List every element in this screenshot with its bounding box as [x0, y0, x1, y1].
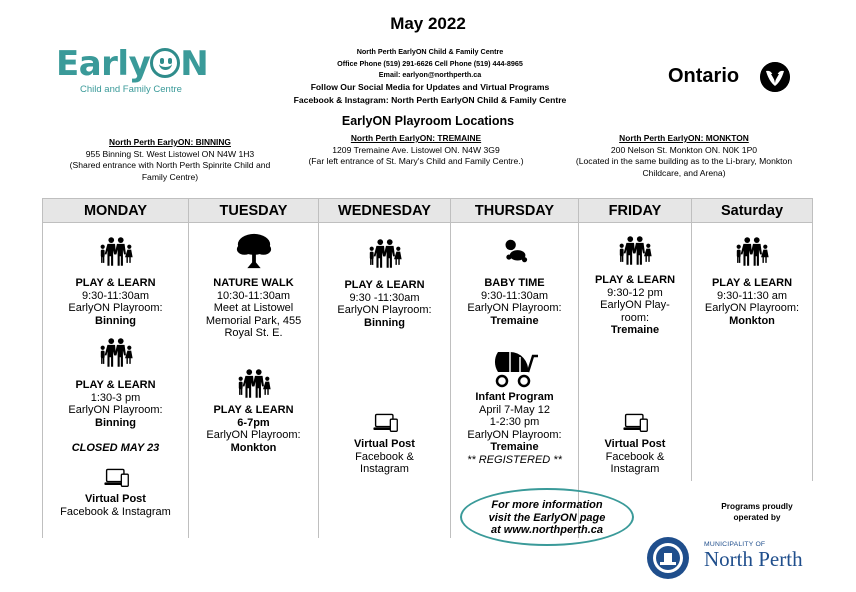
ontario-logo	[668, 62, 798, 92]
program-time: 1:30-3 pm	[90, 391, 141, 404]
smiley-face-icon	[150, 48, 180, 78]
program-title: NATURE WALK	[213, 277, 294, 289]
column-saturday	[691, 198, 813, 481]
program-time: 9:30-11:30am	[480, 289, 549, 302]
logo-wordmark	[56, 44, 208, 84]
program-time: 9:30-11:30am	[81, 289, 150, 302]
family-icon	[97, 337, 135, 368]
device-icon	[373, 413, 399, 434]
program-time: 1-2:30 pm	[489, 416, 540, 428]
column-tuesday	[188, 198, 318, 538]
family-icon	[235, 368, 273, 399]
program-room: EarlyON Playroom:	[337, 304, 432, 316]
baby-icon	[502, 238, 528, 264]
north-perth-logo	[704, 541, 834, 570]
page-title: May 2022	[390, 14, 466, 33]
municipality-name: North Perth	[704, 547, 803, 571]
ontario-wordmark: Ontario	[668, 65, 740, 87]
program-play-learn	[692, 277, 812, 327]
location-address: 955 Binning St. West Listowel ON N4W 1H3	[85, 148, 255, 159]
program-title: PLAY & LEARN	[594, 274, 676, 286]
program-room: EarlyON Playroom:	[206, 429, 301, 441]
program-room: EarlyON Playroom:	[68, 404, 163, 416]
trillium-icon	[760, 62, 790, 92]
program-room: EarlyON Playroom:	[704, 302, 800, 314]
program-title: PLAY & LEARN	[75, 277, 156, 289]
program-room: EarlyON Play-	[600, 299, 670, 311]
program-line: Royal St. E.	[224, 327, 283, 339]
program-room: room:	[620, 311, 650, 324]
program-location: Binning	[364, 316, 405, 329]
program-location: Monkton	[729, 314, 775, 327]
more-info-link[interactable]: at www.northperth.ca	[490, 524, 604, 536]
program-time: 9:30-11:30 am	[716, 289, 788, 302]
operated-by-note	[702, 501, 812, 522]
logo-subtitle: Child and Family Centre	[80, 84, 182, 95]
program-title: BABY TIME	[484, 277, 545, 289]
day-header-tuesday: TUESDAY	[189, 198, 318, 223]
program-title: PLAY & LEARN	[75, 379, 156, 391]
program-time: 6-7pm	[237, 416, 270, 429]
program-infant	[451, 391, 578, 466]
program-dates: April 7-May 12	[479, 403, 550, 416]
column-friday	[578, 198, 691, 538]
centre-name: North Perth EarlyON Child & Family Centre	[356, 47, 504, 56]
program-title: PLAY & LEARN	[711, 277, 793, 289]
program-location: Binning	[95, 416, 136, 429]
program-play-learn-evening	[189, 404, 318, 454]
program-room: EarlyON Playroom:	[467, 302, 562, 314]
centre-contact-info	[230, 46, 630, 107]
family-icon	[733, 236, 771, 267]
program-location: Tremaine	[490, 314, 539, 327]
location-name: North Perth EarlyON: TREMAINE	[350, 133, 482, 143]
closed-text: CLOSED MAY 23	[71, 442, 160, 454]
centre-email: Email: earlyon@northperth.ca	[378, 70, 482, 79]
program-play-learn	[319, 279, 450, 329]
program-note: ** REGISTERED **	[467, 453, 562, 466]
virtual-post	[579, 438, 691, 476]
program-location: Monkton	[230, 441, 277, 454]
location-name: North Perth EarlyON: MONKTON	[619, 133, 749, 143]
program-title: Infant Program	[475, 391, 554, 403]
location-binning	[60, 137, 280, 183]
program-time: 9:30 -11:30am	[349, 291, 420, 304]
more-info-oval	[460, 488, 634, 546]
earlyon-logo	[56, 44, 216, 100]
device-icon	[623, 413, 649, 434]
municipal-seal-icon	[646, 536, 690, 580]
program-title: PLAY & LEARN	[213, 404, 294, 416]
centre-phones: Office Phone (519) 291-6626 Cell Phone (519) 444-8965	[337, 58, 523, 68]
location-note: (Far left entrance of St. Mary's Child and Family Centre.)	[308, 156, 524, 166]
virtual-text: Instagram	[360, 463, 409, 475]
family-icon	[97, 236, 135, 267]
virtual-text: Facebook &	[605, 450, 665, 463]
social-follow: Follow Our Social Media for Updates and Virtual Programs	[310, 81, 550, 92]
logo-word-start: Early	[56, 44, 151, 84]
program-time: 10:30-11:30am	[216, 289, 291, 302]
location-address: 200 Nelson St. Monkton ON. N0K 1P0	[610, 144, 758, 155]
day-header-friday: FRIDAY	[579, 198, 691, 223]
location-note: (Shared entrance with North Perth Spinrite Child and Family Centre)	[69, 160, 271, 182]
virtual-text: Facebook &	[355, 450, 414, 463]
stroller-icon	[490, 348, 540, 388]
location-note: (Located in the same building as to the Li-brary, Monkton Childcare, and Arena)	[575, 156, 793, 178]
program-play-learn-pm	[43, 379, 188, 429]
program-room: EarlyON Playroom:	[68, 302, 163, 314]
location-tremaine	[296, 133, 536, 168]
weekly-schedule	[42, 198, 814, 538]
day-header-saturday: Saturday	[692, 198, 812, 223]
family-icon	[366, 238, 404, 269]
closed-notice	[43, 442, 188, 455]
municipality-label: MUNICIPALITY OF	[704, 541, 766, 548]
day-header-wednesday: WEDNESDAY	[319, 198, 450, 223]
locations-title: EarlyON Playroom Locations	[341, 114, 515, 128]
more-info-line: For more information	[491, 499, 603, 511]
program-time: 9:30-12 pm	[607, 286, 663, 299]
tree-icon	[235, 232, 273, 270]
program-location: Tremaine	[490, 441, 539, 453]
family-icon	[616, 235, 654, 266]
program-baby-time	[451, 277, 578, 327]
column-wednesday	[318, 198, 450, 538]
program-line: Meet at Listowel	[213, 302, 294, 314]
social-handles: Facebook & Instagram: North Perth EarlyON Child & Family Centre	[293, 94, 567, 105]
virtual-title: Virtual Post	[604, 438, 666, 450]
program-play-learn-am	[43, 277, 188, 327]
program-location: Tremaine	[610, 324, 660, 336]
virtual-title: Virtual Post	[85, 493, 146, 505]
location-name: North Perth EarlyON: BINNING	[109, 137, 231, 147]
program-play-learn	[579, 274, 691, 337]
program-room: EarlyON Playroom:	[467, 428, 562, 441]
day-header-thursday: THURSDAY	[451, 198, 578, 223]
day-header-monday: MONDAY	[43, 198, 188, 223]
virtual-text: Instagram	[610, 463, 660, 475]
program-title: PLAY & LEARN	[344, 279, 425, 291]
virtual-title: Virtual Post	[354, 438, 415, 450]
location-monkton	[574, 133, 794, 179]
virtual-post	[319, 438, 450, 476]
program-nature-walk	[189, 277, 318, 340]
more-info-line: visit the EarlyON page	[488, 511, 606, 524]
device-icon	[104, 468, 130, 489]
program-line: Memorial Park, 455	[205, 314, 302, 327]
virtual-text: Facebook & Instagram	[60, 505, 171, 518]
operated-by-line: Programs proudly	[721, 501, 793, 511]
column-thursday	[450, 198, 578, 538]
program-location: Binning	[95, 314, 136, 327]
location-address: 1209 Tremaine Ave. Listowel ON. N4W 3G9	[332, 144, 500, 155]
virtual-post	[43, 493, 188, 518]
logo-word-end: N	[180, 44, 209, 84]
operated-by-line: operated by	[733, 511, 781, 522]
column-monday	[42, 198, 188, 538]
